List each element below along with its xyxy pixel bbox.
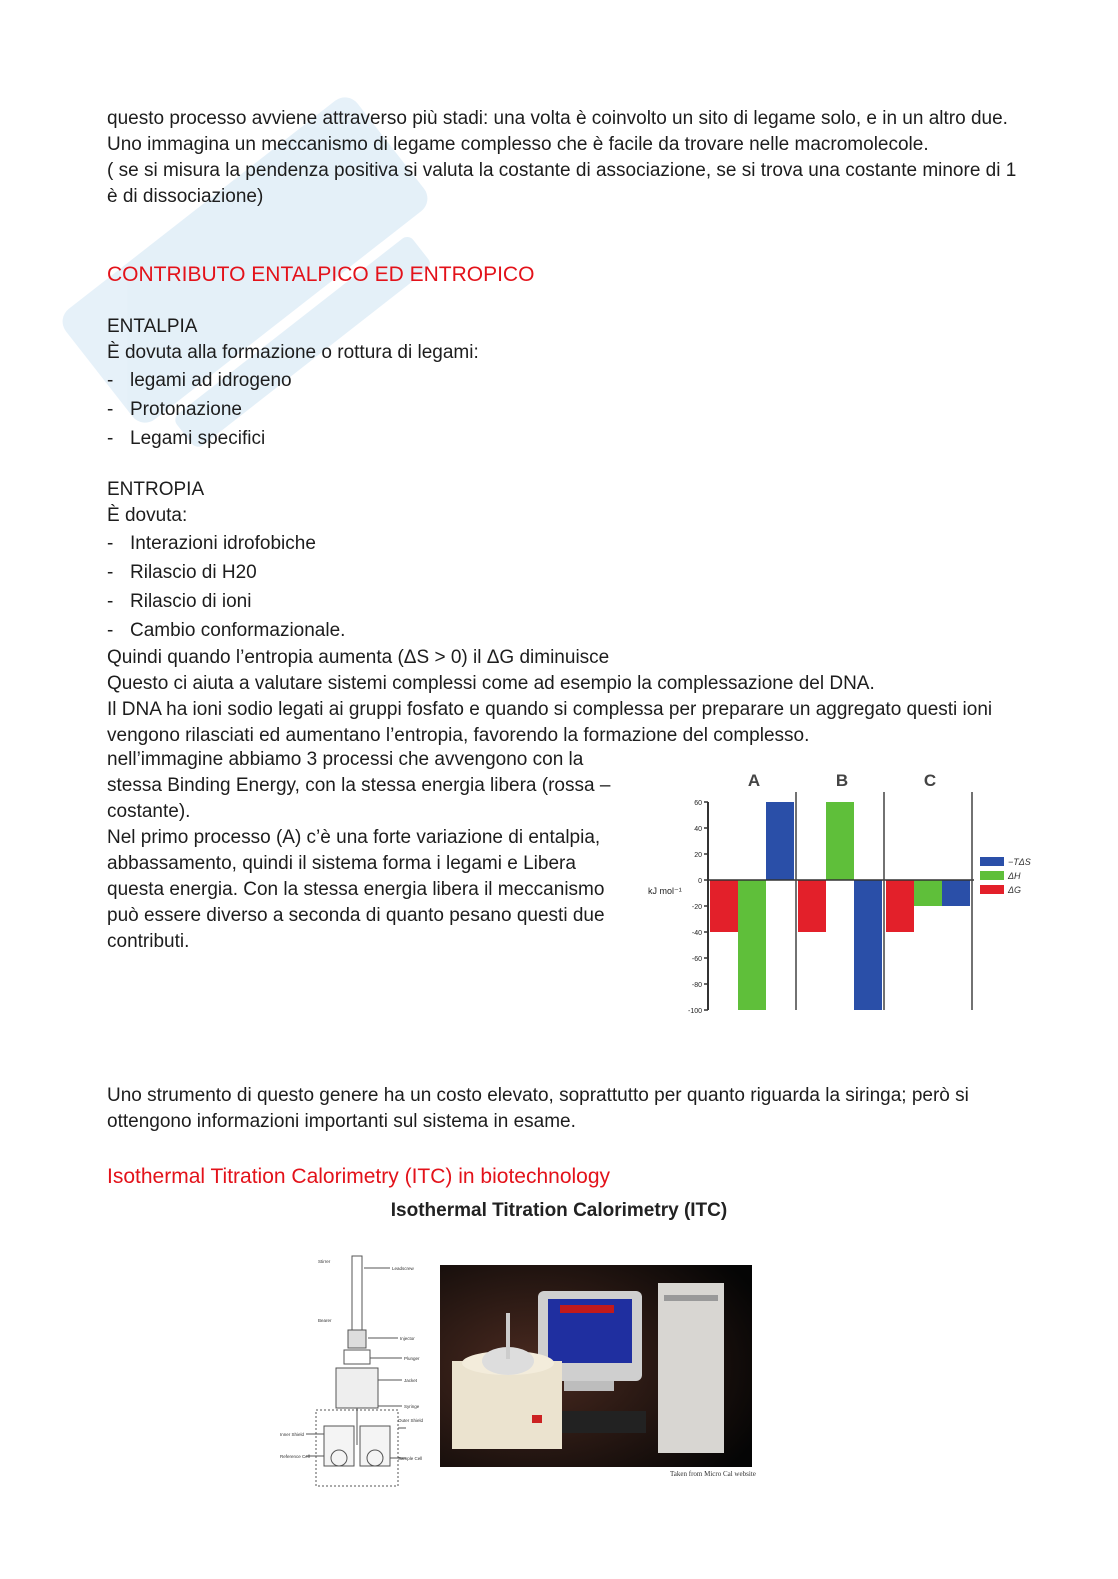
label-bearer: Bearer [318,1318,332,1323]
intro-line-3: ( se si misura la pendenza positiva si valuta la costante di associazione, se si trova una costante minore di 1 è di dissociazione) [107,160,1017,207]
label-jacket: Jacket [404,1378,418,1383]
label-syringe: Syringe [404,1404,420,1409]
entalpia-title: ENTALPIA [107,316,198,337]
bar-dg-c [886,880,914,932]
label-injector: Injector [400,1336,415,1341]
legend-label: −TΔS [1008,857,1031,867]
list-item: - Rilascio di H20 [107,558,1017,587]
outro-text: Uno strumento di questo genere ha un costo elevato, soprattutto per quanto riguarda la siringa; però si ottengono informazioni importanti sul sistema in esame. [107,1085,969,1132]
figure-description [107,747,627,955]
legend-swatch [980,857,1004,866]
bar-dh-c [914,880,942,906]
entalpia-intro: È dovuta alla formazione o rottura di legami: [107,342,479,363]
label-sample-cell: Sample Cell [398,1456,423,1461]
label-inner-shield: Inner Shield [280,1432,305,1437]
y-tick-label: -100 [687,1008,702,1015]
list-item: - Interazioni idrofobiche [107,529,1017,558]
label-plunger: Plunger [404,1356,420,1361]
y-axis-label: kJ mol⁻¹ [648,886,682,896]
y-tick-label: -80 [691,982,702,989]
bar-dg-a [710,880,738,932]
list-item: - Rilascio di ioni [107,587,1017,616]
entropia-line-2: Questo ci aiuta a valutare sistemi complessi come ad esempio la complessazione del DNA. [107,673,875,694]
y-tick-label: 40 [694,826,702,833]
bar-tds-a [766,802,794,880]
category-label: B [835,771,849,790]
figure-text-2: Nel primo processo (A) c’è una forte variazione di entalpia, abbassamento, quindi il sistema forma i legami e Libera questa energia. Con la stessa energia libera il meccanismo può essere diverso a seconda di quanto pesano questi due contributi. [107,827,605,952]
y-tick-label: 60 [694,800,702,807]
list-item: - Protonazione [107,395,1017,424]
intro-paragraph [107,106,1017,210]
legend-label: ΔG [1008,885,1022,895]
entalpia-list [107,366,1017,453]
entropia-section [107,477,1017,749]
category-label: C [923,771,937,790]
entropia-list [107,529,1017,645]
entropia-line-3: Il DNA ha ioni sodio legati ai gruppi fosfato e quando si complessa per preparare un aggregato questi ioni vengono rilasciati ed aumentano l’entropia, favorendo la formazione del complesso. [107,699,993,746]
label-outer-shield: Outer Shield [398,1418,424,1423]
category-label: A [747,771,761,790]
bar-dh-a [738,880,766,1010]
y-tick-label: -60 [691,956,702,963]
bar-tds-c [942,880,970,906]
outro-paragraph [107,1083,1017,1135]
y-tick-label: -40 [691,930,702,937]
y-tick-label: 0 [698,878,702,885]
thermo-bar-chart [640,760,1050,1020]
itc-instrument-photo [440,1265,752,1467]
intro-line-1: questo processo avviene attraverso più stadi: una volta è coinvolto un sito di legame solo, e in un altro due. [107,108,1008,129]
itc-figure-title: Isothermal Titration Calorimetry (ITC) [390,1200,728,1221]
intro-line-2: Uno immagina un meccanismo di legame complesso che è facile da trovare nelle macromolecole. [107,134,929,155]
y-tick-label: 20 [694,852,702,859]
itc-schematic-diagram [278,1250,438,1490]
label-reference-cell: Reference Cell [280,1454,310,1459]
entropia-intro: È dovuta: [107,505,188,526]
entropia-title: ENTROPIA [107,479,205,500]
bar-dh-b [826,802,854,880]
list-item: - Legami specifici [107,424,1017,453]
section-heading-itc: Isothermal Titration Calorimetry (ITC) in biotechnology [107,1165,611,1188]
list-item: - legami ad idrogeno [107,366,1017,395]
legend-swatch [980,885,1004,894]
bar-tds-b [854,880,882,1010]
legend-label: ΔH [1008,871,1021,881]
legend-swatch [980,871,1004,880]
label-leadscrew: Leadscrew [392,1266,414,1271]
label-stirrer: Stirrer [318,1259,331,1264]
section-heading-entalpico: CONTRIBUTO ENTALPICO ED ENTROPICO [107,263,535,286]
y-tick-label: -20 [691,904,702,911]
list-item: - Cambio conformazionale. [107,616,1017,645]
bar-dg-b [798,880,826,932]
entalpia-section [107,314,1017,453]
figure-text-1: nell’immagine abbiamo 3 processi che avvengono con la stessa Binding Energy, con la stessa energia libera (rossa – costante). [107,749,611,822]
entropia-line-1: Quindi quando l’entropia aumenta (ΔS > 0) il ΔG diminuisce [107,647,610,668]
photo-caption: Taken from Micro Cal website [670,1470,756,1478]
